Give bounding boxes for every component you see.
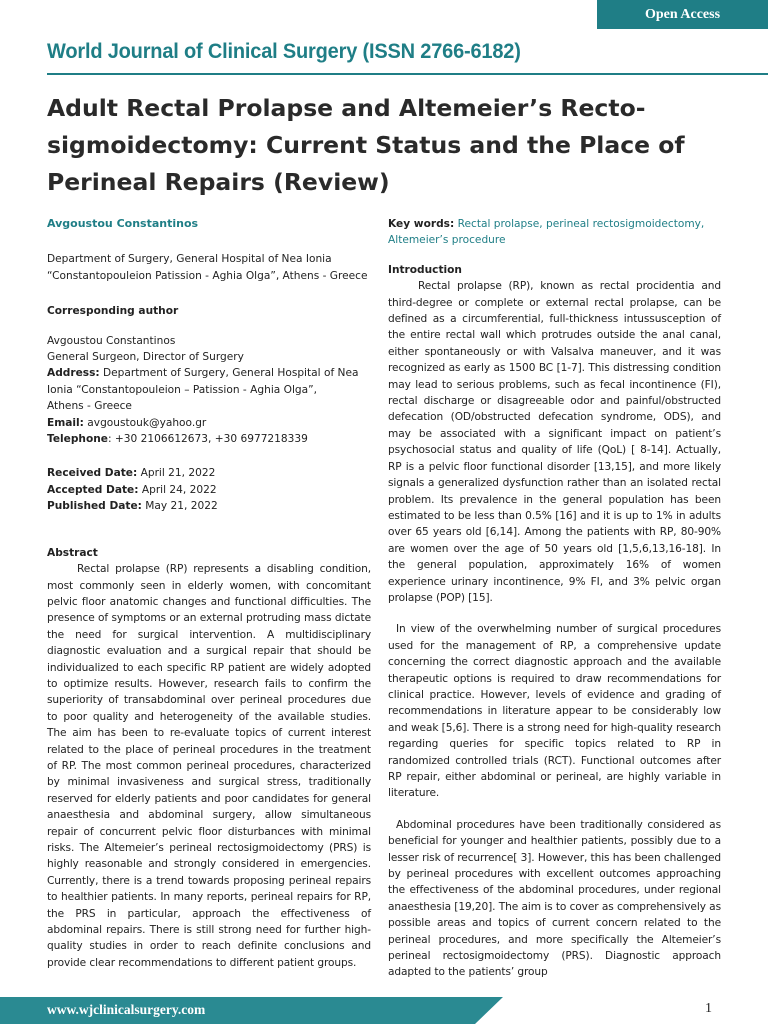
affiliation-line: Department of Surgery, General Hospital of Nea Ionia — [47, 253, 332, 266]
corresponding-role: General Surgeon, Director of Surgery — [47, 351, 244, 364]
email-link[interactable]: avgoustouk@yahoo.gr — [83, 416, 207, 429]
introduction-paragraph: Abdominal procedures have been traditionally considered as beneficial for younger and healthier patients, possibly due to a lesser risk of recurrence[ 3]. However, this has been challenged by perineal procedures with excellent outcomes approaching the effectiveness of the abdominal procedures, under regional anaesthesia [19,20]. The aim is to cover as comprehensively as possible areas and topics of current concern related to the perineal procedures, and more specifically the Altemeier’s perineal rectosigmoidectomy (PRS). Diagnostic approach adapted to the patients’ group — [388, 818, 721, 979]
footer-url-link[interactable]: www.wjclinicalsurgery.com — [47, 1002, 206, 1017]
address-line: Athens - Greece — [47, 400, 132, 413]
email-label: Email: — [47, 416, 84, 429]
footer-page-area — [475, 997, 768, 1024]
accepted-label: Accepted Date: — [47, 483, 139, 496]
affiliation-line: “Constantopouleion Patission - Aghia Olga”, Athens - Greece — [47, 269, 368, 282]
corresponding-heading: Corresponding author — [47, 305, 179, 318]
telephone-line — [47, 431, 371, 447]
journal-title: World Journal of Clinical Surgery (ISSN 2766-6182) — [47, 39, 521, 63]
accepted-value: April 24, 2022 — [138, 483, 217, 496]
header-rule — [47, 73, 768, 75]
author-name: Avgoustou Constantinos — [47, 217, 199, 230]
telephone-text: : +30 2106612673, +30 6977218339 — [107, 433, 308, 446]
article-title: Adult Rectal Prolapse and Altemeier’s Recto-sigmoidectomy: Current Status and the Place of Perineal Repairs (Review) — [47, 94, 685, 196]
affiliation — [47, 251, 371, 284]
email-line — [47, 415, 371, 431]
address-text: Department of Surgery, General Hospital of Nea — [99, 367, 359, 380]
abstract-text: Rectal prolapse (RP) represents a disabling condition, most commonly seen in elderly women, with concomitant pelvic floor anatomic changes and functional difficulties. The presence of symptoms or an external protruding mass dictate the need for surgical intervention. A multidisciplinary diagnostic evaluation and a surgical repair that should be individualized to each specific RP patient are widely adopted to optimize results. However, research fails to confirm the superiority of transabdominal over perineal procedures due to poor quality and heterogeneity of the available studies. The aim has been to re-evaluate topics of current interest related to the place of perineal procedures in the treatment of RP. The most common perineal procedures, characterized by minimal invasiveness and surgical stress, traditionally reserved for elderly patients and poor candidates for general anaesthesia and abdominal surgery, allow simultaneous repair of concurrent pelvic floor disturbances with minimal risks. The Altemeier’s perineal rectosigmoidectomy (PRS) is highly reasonable and strongly considered in emergencies. Currently, there is a trend towards proposing perineal repairs to healthier patients. In many reports, perineal repairs for RP, the PRS in particular, approach the effectiveness of abdominal repairs. There is still strong need for further high-quality studies in order to reach definite conclusions and provide clear recommendations to different patient groups. — [47, 563, 371, 969]
corresponding-name: Avgoustou Constantinos — [47, 334, 176, 347]
published-value: May 21, 2022 — [141, 500, 218, 513]
received-value: April 21, 2022 — [137, 467, 216, 480]
right-column — [388, 214, 721, 996]
left-column — [47, 214, 371, 971]
keywords-text: Rectal prolapse, perineal rectosigmoidectomy, Altemeier’s procedure — [388, 218, 705, 247]
received-label: Received Date: — [47, 467, 138, 480]
dates-block — [47, 465, 371, 514]
keywords-label: Key words: — [388, 218, 455, 230]
address-line — [47, 365, 371, 381]
telephone-label: Telephone — [47, 433, 108, 446]
address-line: Ionia “Constantopouleion – Patission - Aghia Olga”, — [47, 383, 317, 396]
corresponding-block — [47, 333, 371, 448]
introduction-paragraph: Rectal prolapse (RP), known as rectal procidentia and third-degree or complete or external rectal prolapse, can be defined as a circumferential, full-thickness intussusception of the entire rectal wall which protrudes outside the anal canal, either spontaneously or with Valsalva maneuver, and it was recognized as early as 1500 BC [1-7]. This distressing condition may lead to serious problems, such as fecal incontinence (FI), rectal discharge or disagreeable odor and painful/obstructed defecation (OD/obstructed defecation syndrome, ODS), and may be associated with a significant impact on patient’s psychosocial status and quality of life (QoL) [ 8-14]. Actually, RP is a pelvic floor functional disorder [13,15], and more likely signals a generalized dysfunction rather than an isolated rectal problem. Its prevalence in the general population has been estimated to be less than 0.5% [16] and it is up to 1% in adults over 65 years old [6,14]. Among the patients with RP, 80-90% are women over the age of 50 years old [1,5,6,13,16-18]. In the general population, approximately 16% of women experience urinary incontinence, 9% FI, and 3% pelvic organ prolapse (POP) [15]. — [388, 280, 721, 604]
address-label: Address: — [47, 367, 100, 380]
published-label: Published Date: — [47, 500, 142, 513]
keywords — [388, 216, 721, 249]
page-number: 1 — [705, 1001, 712, 1016]
introduction-paragraph: In view of the overwhelming number of surgical procedures used for the management of RP, a comprehensive update concerning the correct diagnostic approach and the available therapeutic options is required to draw recommendations for clinical practice. However, levels of evidence and grading of recommendations in literature appear to be considerably low and weak [5,6]. There is a strong need for high-quality research regarding queries for specific topics related to RP in randomized controlled trials (RCT). Functional outcomes after RP repair, either abdominal or perineal, are highly variable in literature. — [388, 623, 721, 800]
abstract-heading: Abstract — [47, 546, 98, 559]
published-date — [47, 498, 371, 514]
open-access-badge: Open Access — [597, 0, 768, 29]
received-date — [47, 465, 371, 481]
introduction-heading: Introduction — [388, 263, 462, 276]
accepted-date — [47, 482, 371, 498]
